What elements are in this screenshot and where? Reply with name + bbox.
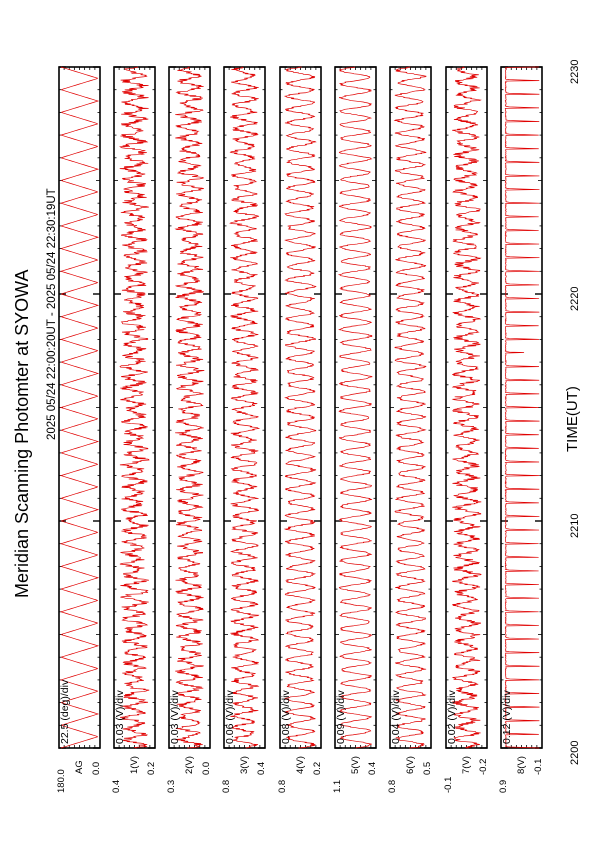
panel-9-ytick-bottom: -0.1 [533, 758, 544, 775]
panel-5-ylabel: 4(V) [295, 756, 306, 774]
panel-5-scale: 0.08 (V)/div [280, 690, 292, 744]
panel-4-frame [224, 67, 265, 748]
panel-4-trace [230, 67, 259, 748]
panel-7-ylabel: 6(V) [405, 756, 416, 774]
panel-4-ytick-bottom: 0.4 [256, 761, 267, 775]
x-tick-2210: 2210 [569, 513, 581, 538]
panel-2-ytick-bottom: 0.2 [146, 761, 157, 775]
panel-1-frame [59, 67, 100, 748]
panel-6-ytick-bottom: 0.4 [367, 761, 378, 775]
panel-4-ylabel: 3(V) [239, 756, 250, 774]
panel-1-scale: 22.5 (deg)/div [59, 679, 71, 744]
panel-6-ytick-top: 1.1 [332, 779, 343, 793]
panel-9-trace [505, 67, 539, 748]
x-tick-2230: 2230 [569, 59, 581, 84]
panel-2-ylabel: 1(V) [129, 756, 140, 774]
panel-5-trace [285, 67, 316, 748]
panel-6-trace [339, 67, 372, 748]
panel-9-scale: 0.12 (V)/div [501, 690, 513, 744]
panel-4-scale: 0.06 (V)/div [224, 690, 236, 744]
panel-8-ytick-bottom: -0.2 [478, 758, 489, 775]
panel-7-scale: 0.04 (V)/div [390, 690, 402, 744]
panel-8-ytick-top: -0.1 [443, 776, 454, 793]
panel-5-ytick-bottom: 0.2 [312, 761, 323, 775]
panel-1-ylabel: AG [74, 760, 85, 774]
panel-5-ytick-top: 0.8 [277, 779, 288, 793]
panel-4-ytick-top: 0.8 [221, 779, 232, 793]
panel-1-ytick-top: 180.0 [56, 769, 67, 793]
panel-3-ylabel: 2(V) [184, 756, 195, 774]
panel-3-ytick-top: 0.3 [166, 779, 177, 793]
time-range-label: 2025 05/24 22:00:20UT - 2025 05/24 22:30:19UT [46, 188, 58, 440]
panel-3-trace [175, 67, 204, 748]
panel-3-scale: 0.03 (V)/div [169, 690, 181, 744]
panel-7-trace [395, 67, 426, 748]
x-axis-label: TIME(UT) [564, 386, 581, 452]
panel-7-ytick-top: 0.8 [387, 779, 398, 793]
panel-1-ytick-bottom: 0.0 [91, 761, 102, 775]
panel-2-ytick-top: 0.4 [111, 779, 122, 793]
panel-6-ylabel: 5(V) [350, 756, 361, 774]
panel-3-ytick-bottom: 0.0 [201, 761, 212, 775]
panel-2-scale: 0.03 (V)/div [114, 690, 126, 744]
panel-1-trace [61, 67, 98, 748]
panel-9-ytick-top: 0.9 [498, 779, 509, 793]
panel-2-trace [120, 67, 149, 748]
plot-title: Meridian Scanning Photomter at SYOWA [12, 269, 32, 598]
panel-6-scale: 0.09 (V)/div [335, 690, 347, 744]
panel-2-frame [114, 67, 155, 748]
x-tick-2200: 2200 [569, 740, 581, 765]
panel-8-ylabel: 7(V) [461, 756, 472, 774]
panel-9-ylabel: 8(V) [516, 756, 527, 774]
panel-7-ytick-bottom: 0.5 [422, 761, 433, 775]
panel-8-scale: 0.02 (V)/div [446, 690, 458, 744]
x-tick-2220: 2220 [569, 286, 581, 311]
panel-8-trace [452, 67, 481, 748]
